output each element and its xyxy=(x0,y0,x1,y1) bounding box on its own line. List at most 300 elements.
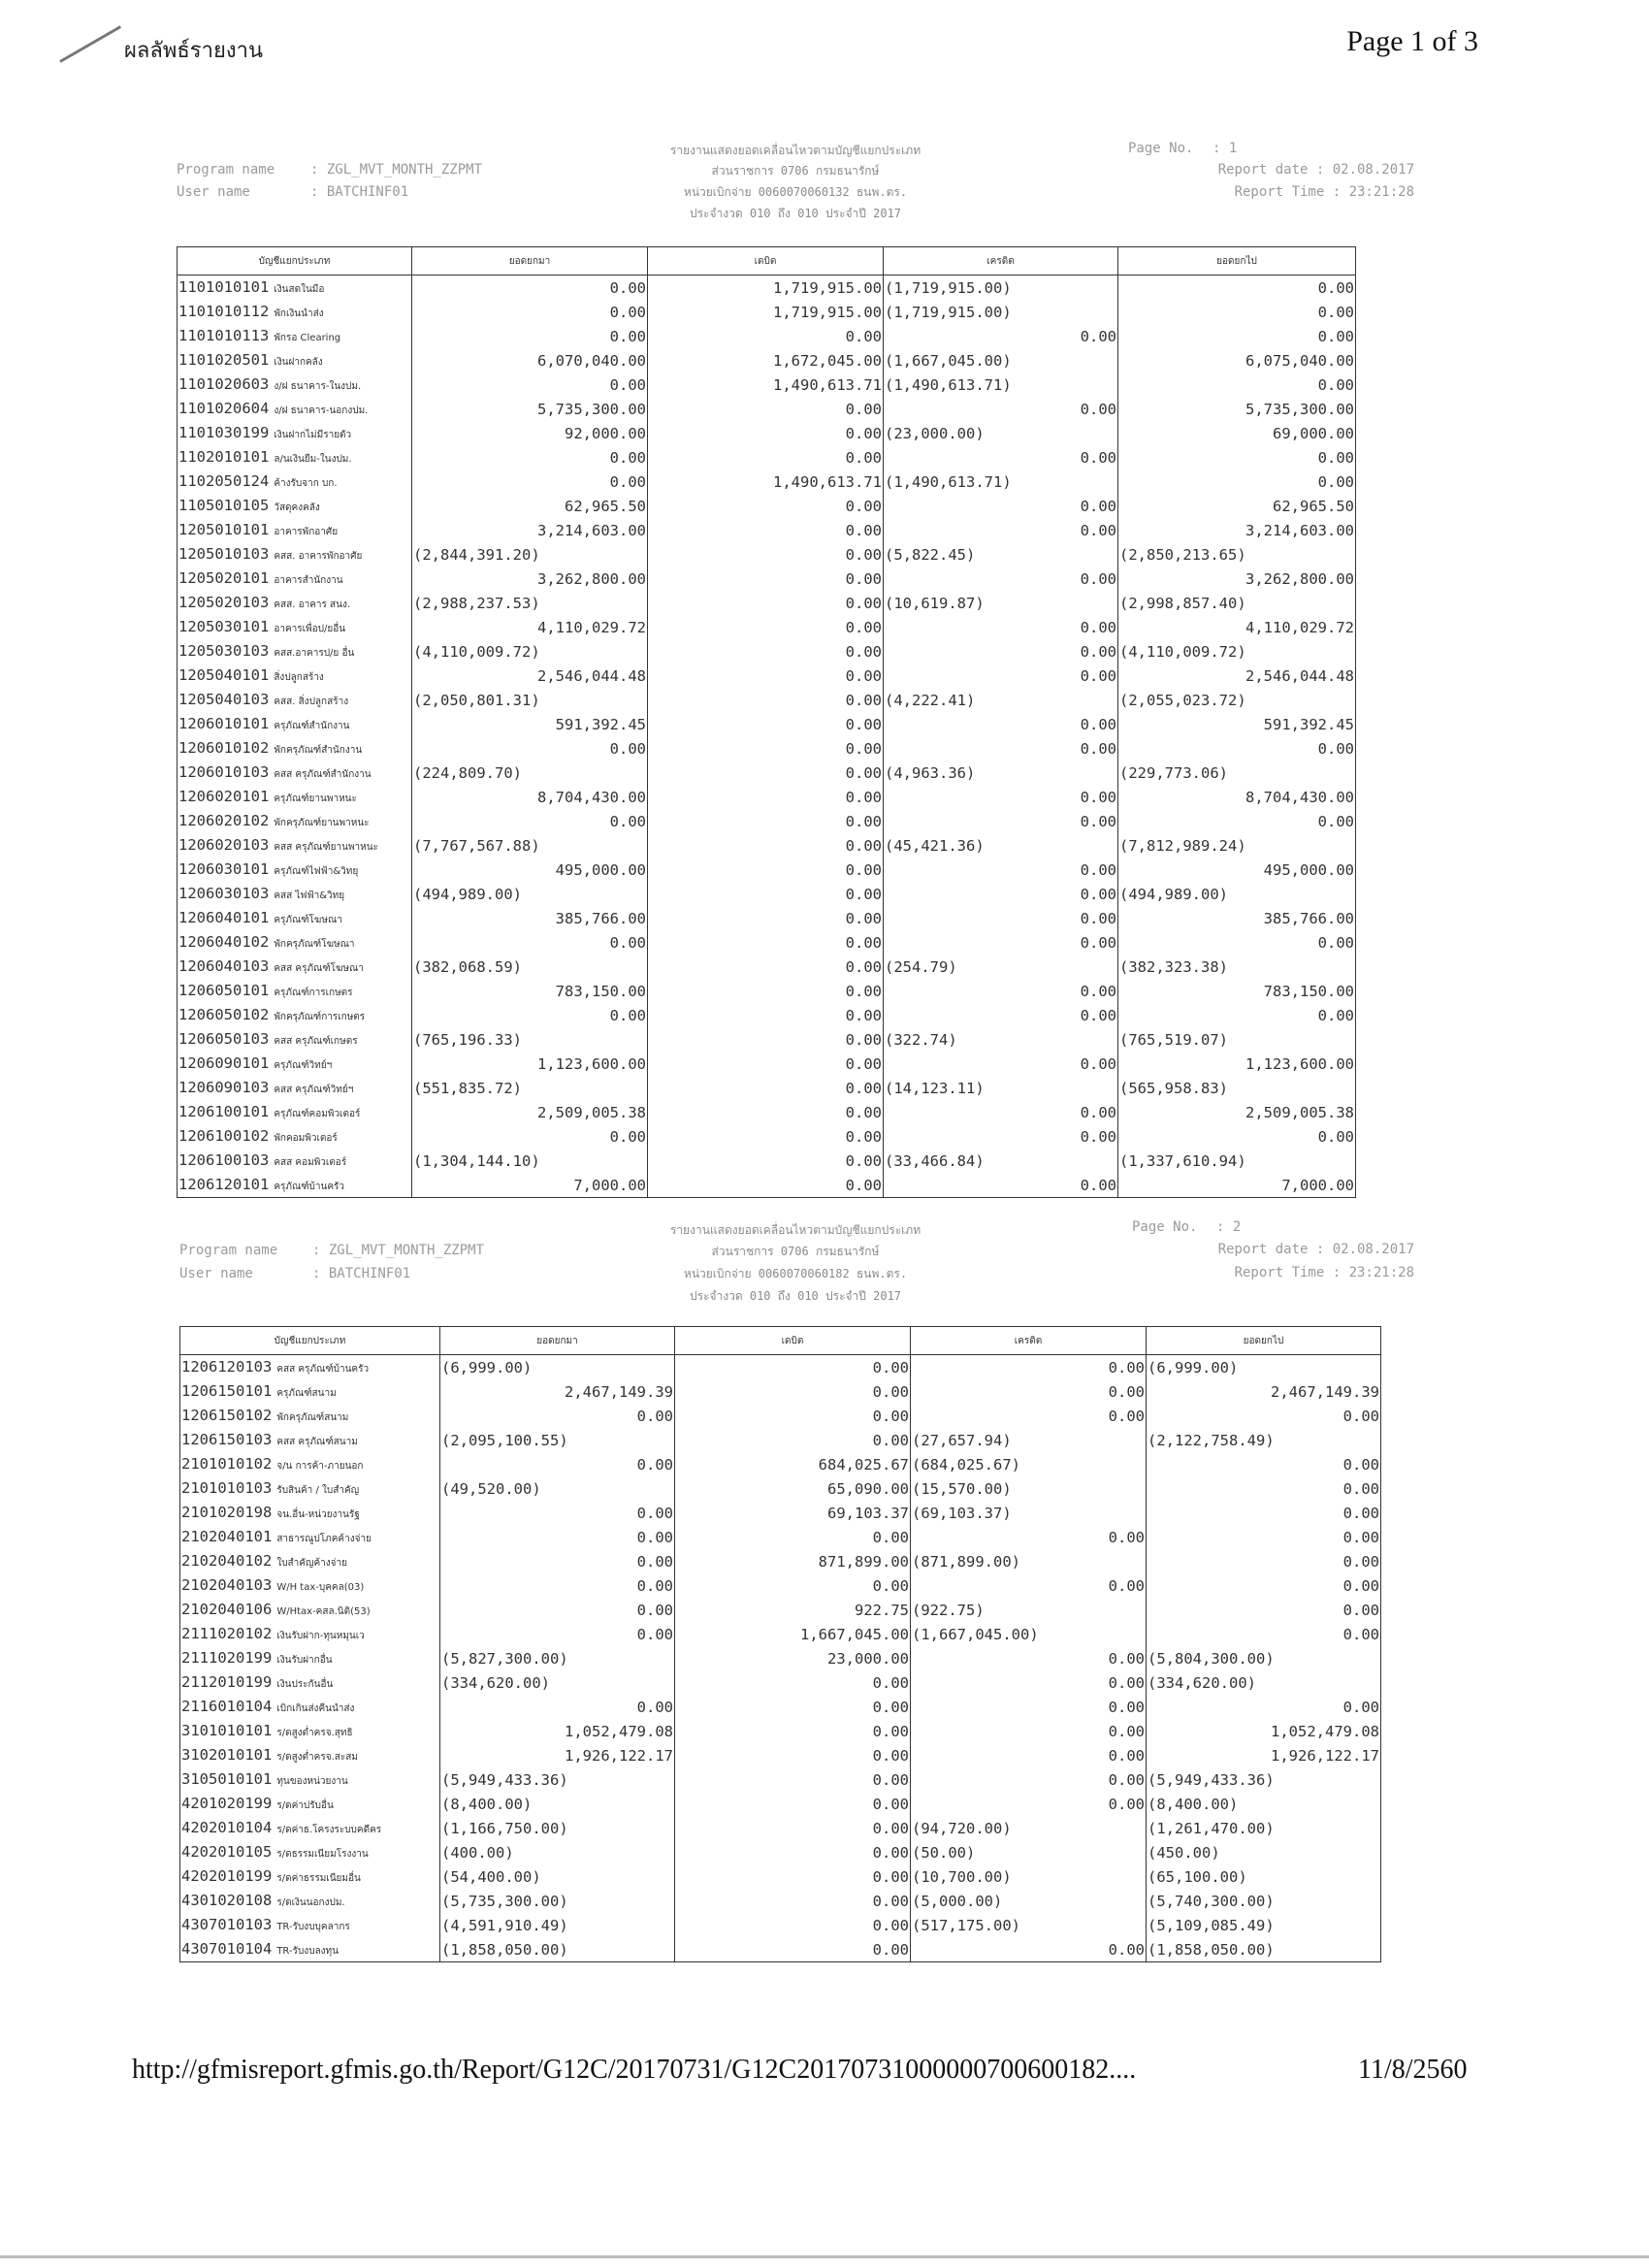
table-row xyxy=(180,1428,1381,1452)
debit-cell: 0.00 xyxy=(675,1889,911,1913)
account-cell xyxy=(180,1719,440,1743)
account-name: ครุภัณฑ์คอมพิวเตอร์ xyxy=(274,1109,361,1119)
account-code: 4301020108 xyxy=(181,1892,273,1909)
account-code: 2102040106 xyxy=(181,1601,273,1618)
account-name: ล/นเงินยืม-ในงปม. xyxy=(274,454,352,465)
account-cell xyxy=(180,1913,440,1937)
account-code: 4307010103 xyxy=(181,1916,273,1933)
brought-forward-cell: (334,620.00) xyxy=(440,1670,675,1695)
account-cell xyxy=(178,518,412,542)
account-cell xyxy=(180,1816,440,1840)
table-row xyxy=(178,858,1356,882)
debit-cell: 0.00 xyxy=(648,1052,884,1076)
brought-forward-cell: 0.00 xyxy=(412,1124,648,1149)
account-name: พักครุภัณฑ์สำนักงาน xyxy=(274,745,363,756)
brought-forward-cell: (8,400.00) xyxy=(440,1792,675,1816)
credit-cell: (23,000.00) xyxy=(884,421,1118,445)
carried-forward-cell: (2,122,758.49) xyxy=(1147,1428,1381,1452)
ledger-table-1 xyxy=(177,246,1356,1198)
debit-cell: 0.00 xyxy=(675,1767,911,1792)
brought-forward-cell: 0.00 xyxy=(412,809,648,833)
credit-cell: 0.00 xyxy=(911,1695,1147,1719)
table-row xyxy=(178,470,1356,494)
brought-forward-cell: 0.00 xyxy=(440,1549,675,1573)
debit-cell: 0.00 xyxy=(648,955,884,979)
credit-cell: 0.00 xyxy=(884,930,1118,955)
table-row xyxy=(178,761,1356,785)
account-name: ร/ดค่าธ.โครงระบบคดีคร xyxy=(276,1825,382,1835)
credit-cell: 0.00 xyxy=(884,615,1118,639)
carried-forward-cell: (65,100.00) xyxy=(1147,1864,1381,1889)
report-unit: หน่วยเบิกจ่าย 0060070060132 ธนพ.ตร. xyxy=(683,185,908,199)
carried-forward-cell: 0.00 xyxy=(1147,1452,1381,1476)
account-cell xyxy=(178,858,412,882)
credit-cell: 0.00 xyxy=(884,906,1118,930)
debit-cell: 0.00 xyxy=(648,639,884,664)
brought-forward-cell: 0.00 xyxy=(412,275,648,301)
account-code: 1105010105 xyxy=(178,497,270,514)
account-name: คสส. อาคาร สนง. xyxy=(274,599,351,610)
credit-cell: 0.00 xyxy=(911,1792,1147,1816)
carried-forward-cell: 1,926,122.17 xyxy=(1147,1743,1381,1767)
credit-cell: (15,570.00) xyxy=(911,1476,1147,1501)
table-row xyxy=(178,591,1356,615)
credit-cell: 0.00 xyxy=(911,1719,1147,1743)
carried-forward-cell: (2,055,023.72) xyxy=(1118,688,1356,712)
page-no-value: : 2 xyxy=(1216,1219,1242,1235)
debit-cell: 0.00 xyxy=(675,1525,911,1549)
carried-forward-cell: 69,000.00 xyxy=(1118,421,1356,445)
account-name: ร/ดค่าธรรมเนียมอื่น xyxy=(276,1873,361,1884)
debit-cell: 0.00 xyxy=(675,1428,911,1452)
table-row xyxy=(178,955,1356,979)
account-name: ครุภัณฑ์สำนักงาน xyxy=(274,721,350,731)
carried-forward-cell: 0.00 xyxy=(1118,445,1356,470)
account-name: คสส คอมพิวเตอร์ xyxy=(274,1157,347,1168)
account-name: TR-รับงบลงทุน xyxy=(276,1946,339,1957)
carried-forward-cell: 0.00 xyxy=(1118,736,1356,761)
account-name: คสส ครุภัณฑ์วิทย์ฯ xyxy=(274,1085,354,1095)
table-row xyxy=(178,1124,1356,1149)
account-cell xyxy=(178,979,412,1003)
credit-cell: (5,000.00) xyxy=(911,1889,1147,1913)
debit-cell: 0.00 xyxy=(648,712,884,736)
account-cell xyxy=(180,1622,440,1646)
credit-cell: (10,619.87) xyxy=(884,591,1118,615)
account-cell xyxy=(178,421,412,445)
account-code: 1206050103 xyxy=(178,1030,270,1048)
account-code: 1205020103 xyxy=(178,594,270,611)
debit-cell: 0.00 xyxy=(648,1100,884,1124)
footer-date: 11/8/2560 xyxy=(1358,2055,1468,2085)
credit-cell: (14,123.11) xyxy=(884,1076,1118,1100)
account-name: พักเงินนำส่ง xyxy=(274,308,324,319)
brought-forward-cell: 0.00 xyxy=(412,470,648,494)
table-row xyxy=(180,1670,1381,1695)
report-department: ส่วนราชการ 0706 กรมธนารักษ์ xyxy=(711,1245,880,1258)
carried-forward-cell: 62,965.50 xyxy=(1118,494,1356,518)
brought-forward-cell: (765,196.33) xyxy=(412,1027,648,1052)
account-name: พักครุภัณฑ์โฆษณา xyxy=(274,939,355,950)
carried-forward-cell: 0.00 xyxy=(1147,1549,1381,1573)
brought-forward-cell: (7,767,567.88) xyxy=(412,833,648,858)
carried-forward-cell: (450.00) xyxy=(1147,1840,1381,1864)
carried-forward-cell: 8,704,430.00 xyxy=(1118,785,1356,809)
brought-forward-cell: (6,999.00) xyxy=(440,1355,675,1380)
account-code: 2111020102 xyxy=(181,1625,273,1642)
account-name: ร/ดธรรมเนียมโรงงาน xyxy=(276,1849,369,1860)
table-row xyxy=(178,542,1356,567)
account-cell xyxy=(178,955,412,979)
brought-forward-cell: 8,704,430.00 xyxy=(412,785,648,809)
carried-forward-cell: 591,392.45 xyxy=(1118,712,1356,736)
brought-forward-cell: (224,809.70) xyxy=(412,761,648,785)
carried-forward-cell: 0.00 xyxy=(1147,1573,1381,1598)
account-code: 1206100103 xyxy=(178,1151,270,1169)
account-cell xyxy=(178,275,412,301)
carried-forward-cell: (5,109,085.49) xyxy=(1147,1913,1381,1937)
debit-cell: 0.00 xyxy=(648,397,884,421)
carried-forward-cell: (6,999.00) xyxy=(1147,1355,1381,1380)
debit-cell: 0.00 xyxy=(675,1573,911,1598)
credit-cell: 0.00 xyxy=(884,712,1118,736)
debit-cell: 0.00 xyxy=(648,930,884,955)
account-cell xyxy=(180,1598,440,1622)
table-row xyxy=(178,809,1356,833)
debit-cell: 0.00 xyxy=(648,833,884,858)
program-name-value: : ZGL_MVT_MONTH_ZZPMT xyxy=(310,162,483,178)
account-cell xyxy=(180,1525,440,1549)
brought-forward-cell: (4,591,910.49) xyxy=(440,1913,675,1937)
credit-cell: 0.00 xyxy=(884,445,1118,470)
account-cell xyxy=(178,591,412,615)
account-code: 2112010199 xyxy=(181,1673,273,1691)
debit-cell: 0.00 xyxy=(648,785,884,809)
account-cell xyxy=(178,1100,412,1124)
credit-cell: (69,103.37) xyxy=(911,1501,1147,1525)
brought-forward-cell: 2,467,149.39 xyxy=(440,1379,675,1404)
carried-forward-cell: 0.00 xyxy=(1118,1124,1356,1149)
account-cell xyxy=(180,1646,440,1670)
account-code: 2101010102 xyxy=(181,1455,273,1473)
carried-forward-cell: 2,509,005.38 xyxy=(1118,1100,1356,1124)
account-cell xyxy=(180,1840,440,1864)
debit-cell: 0.00 xyxy=(648,324,884,348)
debit-cell: 0.00 xyxy=(648,858,884,882)
carried-forward-cell: 0.00 xyxy=(1118,324,1356,348)
credit-cell: (1,490,613.71) xyxy=(884,470,1118,494)
account-cell xyxy=(178,1003,412,1027)
report-date: Report date : 02.08.2017 xyxy=(1217,1242,1414,1257)
debit-cell: 1,672,045.00 xyxy=(648,348,884,373)
brought-forward-cell: (1,304,144.10) xyxy=(412,1149,648,1173)
account-name: คสส ครุภัณฑ์โฆษณา xyxy=(274,963,364,974)
debit-cell: 0.00 xyxy=(675,1792,911,1816)
account-name: เงินฝากคลัง xyxy=(274,357,323,368)
account-cell xyxy=(178,300,412,324)
credit-cell: (1,667,045.00) xyxy=(884,348,1118,373)
account-code: 2102040103 xyxy=(181,1576,273,1594)
brought-forward-cell: 3,214,603.00 xyxy=(412,518,648,542)
col-header-debit: เดบิต xyxy=(675,1327,911,1355)
brought-forward-cell: (2,988,237.53) xyxy=(412,591,648,615)
account-cell xyxy=(180,1864,440,1889)
account-code: 1101020603 xyxy=(178,375,270,393)
account-name: คสส ครุภัณฑ์บ้านครัว xyxy=(276,1364,370,1375)
credit-cell: (10,700.00) xyxy=(911,1864,1147,1889)
brought-forward-cell: 4,110,029.72 xyxy=(412,615,648,639)
account-code: 1206020101 xyxy=(178,788,270,805)
table-row xyxy=(178,1100,1356,1124)
print-page-number: Page 1 of 3 xyxy=(1346,25,1478,57)
debit-cell: 922.75 xyxy=(675,1598,911,1622)
debit-cell: 1,719,915.00 xyxy=(648,300,884,324)
carried-forward-cell: (565,958.83) xyxy=(1118,1076,1356,1100)
debit-cell: 0.00 xyxy=(648,1003,884,1027)
page-no-value: : 1 xyxy=(1212,141,1238,156)
account-code: 3102010101 xyxy=(181,1746,273,1764)
carried-forward-cell: 4,110,029.72 xyxy=(1118,615,1356,639)
credit-cell: (1,719,915.00) xyxy=(884,275,1118,301)
table-row xyxy=(180,1646,1381,1670)
carried-forward-cell: 3,262,800.00 xyxy=(1118,567,1356,591)
debit-cell: 0.00 xyxy=(648,979,884,1003)
debit-cell: 69,103.37 xyxy=(675,1501,911,1525)
account-name: ร/ดสูงต่ำครจ.สุทธิ xyxy=(276,1728,353,1738)
account-code: 3105010101 xyxy=(181,1770,273,1788)
table-row xyxy=(178,906,1356,930)
credit-cell: (50.00) xyxy=(911,1840,1147,1864)
brought-forward-cell: 0.00 xyxy=(412,324,648,348)
brought-forward-cell: 0.00 xyxy=(412,1003,648,1027)
user-name-label: User name xyxy=(177,184,250,200)
account-code: 1206010101 xyxy=(178,715,270,732)
debit-cell: 0.00 xyxy=(648,567,884,591)
account-name: อาคารพักอาศัย xyxy=(274,527,339,537)
account-cell xyxy=(178,736,412,761)
report-time: Report Time : 23:21:28 xyxy=(1234,1265,1414,1280)
account-name: คสส.อาคารป/ย อื่น xyxy=(274,648,355,659)
credit-cell: (1,490,613.71) xyxy=(884,373,1118,397)
account-name: ครุภัณฑ์ไฟฟ้า&วิทยุ xyxy=(274,866,359,877)
debit-cell: 0.00 xyxy=(648,1076,884,1100)
account-code: 1206030103 xyxy=(178,885,270,902)
table-row xyxy=(178,518,1356,542)
col-header-account: บัญชีแยกประเภท xyxy=(180,1327,440,1355)
brought-forward-cell: (5,949,433.36) xyxy=(440,1767,675,1792)
credit-cell: (871,899.00) xyxy=(911,1549,1147,1573)
account-cell xyxy=(178,542,412,567)
account-cell xyxy=(178,1149,412,1173)
account-code: 4202010104 xyxy=(181,1819,273,1836)
account-cell xyxy=(178,1027,412,1052)
credit-cell: 0.00 xyxy=(911,1573,1147,1598)
account-cell xyxy=(180,1695,440,1719)
account-name: คสส ครุภัณฑ์เกษตร xyxy=(274,1036,358,1047)
brought-forward-cell: 0.00 xyxy=(412,373,648,397)
account-cell xyxy=(180,1889,440,1913)
brought-forward-cell: 0.00 xyxy=(412,300,648,324)
page-no-label: Page No. xyxy=(1128,141,1194,156)
carried-forward-cell: 7,000.00 xyxy=(1118,1173,1356,1198)
credit-cell: 0.00 xyxy=(884,397,1118,421)
account-name: ครุภัณฑ์การเกษตร xyxy=(274,988,353,998)
carried-forward-cell: 0.00 xyxy=(1118,275,1356,301)
account-code: 1101020604 xyxy=(178,400,270,417)
brought-forward-cell: (382,068.59) xyxy=(412,955,648,979)
debit-cell: 0.00 xyxy=(675,1816,911,1840)
credit-cell: (922.75) xyxy=(911,1598,1147,1622)
debit-cell: 0.00 xyxy=(648,906,884,930)
debit-cell: 0.00 xyxy=(675,1864,911,1889)
carried-forward-cell: (334,620.00) xyxy=(1147,1670,1381,1695)
ledger-table-2 xyxy=(179,1326,1381,1962)
debit-cell: 0.00 xyxy=(675,1404,911,1428)
account-code: 1206100102 xyxy=(178,1127,270,1145)
debit-cell: 0.00 xyxy=(648,736,884,761)
carried-forward-cell: (7,812,989.24) xyxy=(1118,833,1356,858)
carried-forward-cell: 0.00 xyxy=(1147,1622,1381,1646)
report-date: Report date : 02.08.2017 xyxy=(1217,162,1414,178)
credit-cell: 0.00 xyxy=(884,494,1118,518)
account-name: ครุภัณฑ์บ้านครัว xyxy=(274,1182,345,1192)
credit-cell: 0.00 xyxy=(911,1743,1147,1767)
account-code: 1206040102 xyxy=(178,933,270,951)
carried-forward-cell: (5,804,300.00) xyxy=(1147,1646,1381,1670)
account-code: 2101010103 xyxy=(181,1479,273,1497)
account-name: เบิกเกินส่งคืนนำส่ง xyxy=(276,1703,355,1714)
credit-cell: (4,222.41) xyxy=(884,688,1118,712)
table-row xyxy=(180,1864,1381,1889)
credit-cell: 0.00 xyxy=(911,1525,1147,1549)
table-row xyxy=(180,1719,1381,1743)
brought-forward-cell: 1,926,122.17 xyxy=(440,1743,675,1767)
report-title: รายงานแสดงยอดเคลื่อนไหวตามบัญชีแยกประเภท xyxy=(669,1223,922,1237)
table-row xyxy=(178,348,1356,373)
account-name: พักครุภัณฑ์ยานพาหนะ xyxy=(274,818,370,828)
account-code: 1206040101 xyxy=(178,909,270,926)
report-unit: หน่วยเบิกจ่าย 0060070060182 ธนพ.ตร. xyxy=(683,1267,908,1280)
account-cell xyxy=(178,882,412,906)
account-code: 1206020103 xyxy=(178,836,270,854)
brought-forward-cell: 495,000.00 xyxy=(412,858,648,882)
account-name: สาธารณูปโภคค้างจ่าย xyxy=(276,1534,372,1544)
credit-cell: 0.00 xyxy=(884,736,1118,761)
table-row xyxy=(178,445,1356,470)
debit-cell: 0.00 xyxy=(648,445,884,470)
debit-cell: 0.00 xyxy=(675,1719,911,1743)
brought-forward-cell: 0.00 xyxy=(440,1695,675,1719)
table-row xyxy=(180,1622,1381,1646)
account-code: 1206120103 xyxy=(181,1358,273,1376)
credit-cell: (684,025.67) xyxy=(911,1452,1147,1476)
account-code: 1206090101 xyxy=(178,1054,270,1072)
account-code: 1102010101 xyxy=(178,448,270,466)
table-row xyxy=(180,1743,1381,1767)
credit-cell: 0.00 xyxy=(884,1052,1118,1076)
account-name: จ/น การค้า-ภายนอก xyxy=(276,1461,364,1472)
carried-forward-cell: 385,766.00 xyxy=(1118,906,1356,930)
col-header-credit: เครดิต xyxy=(911,1327,1147,1355)
col-header-brought-forward: ยอดยกมา xyxy=(440,1327,675,1355)
table-row xyxy=(178,930,1356,955)
credit-cell: 0.00 xyxy=(911,1379,1147,1404)
table-row xyxy=(178,712,1356,736)
brought-forward-cell: 0.00 xyxy=(440,1525,675,1549)
report-department: ส่วนราชการ 0706 กรมธนารักษ์ xyxy=(711,164,880,178)
account-code: 2116010104 xyxy=(181,1698,273,1715)
account-name: ใบสำคัญค้างจ่าย xyxy=(276,1558,348,1569)
debit-cell: 0.00 xyxy=(675,1379,911,1404)
account-code: 1101010112 xyxy=(178,303,270,320)
account-cell xyxy=(180,1549,440,1573)
table-row xyxy=(178,1173,1356,1198)
credit-cell: 0.00 xyxy=(884,518,1118,542)
carried-forward-cell: 0.00 xyxy=(1147,1598,1381,1622)
table-row xyxy=(180,1573,1381,1598)
brought-forward-cell: 1,052,479.08 xyxy=(440,1719,675,1743)
account-code: 1205040103 xyxy=(178,691,270,708)
account-name: ร/ดสูงต่ำครจ.สะสม xyxy=(276,1752,358,1763)
carried-forward-cell: 1,052,479.08 xyxy=(1147,1719,1381,1743)
table-row xyxy=(178,688,1356,712)
brought-forward-cell: (1,166,750.00) xyxy=(440,1816,675,1840)
carried-forward-cell: 783,150.00 xyxy=(1118,979,1356,1003)
carried-forward-cell: 0.00 xyxy=(1147,1695,1381,1719)
account-code: 1206020102 xyxy=(178,812,270,829)
credit-cell: 0.00 xyxy=(884,979,1118,1003)
brought-forward-cell: 0.00 xyxy=(440,1404,675,1428)
account-code: 1206150101 xyxy=(181,1382,273,1400)
carried-forward-cell: 0.00 xyxy=(1118,809,1356,833)
account-cell xyxy=(178,688,412,712)
table-row xyxy=(180,1476,1381,1501)
brought-forward-cell: 0.00 xyxy=(412,736,648,761)
credit-cell: 0.00 xyxy=(911,1767,1147,1792)
debit-cell: 1,490,613.71 xyxy=(648,373,884,397)
account-cell xyxy=(178,1052,412,1076)
credit-cell: (4,963.36) xyxy=(884,761,1118,785)
account-cell xyxy=(180,1476,440,1501)
table-row xyxy=(180,1355,1381,1380)
brought-forward-cell: 0.00 xyxy=(412,445,648,470)
carried-forward-cell: (494,989.00) xyxy=(1118,882,1356,906)
account-code: 4202010199 xyxy=(181,1867,273,1885)
account-cell xyxy=(178,1124,412,1149)
debit-cell: 0.00 xyxy=(648,1149,884,1173)
account-cell xyxy=(178,1076,412,1100)
brought-forward-cell: (2,095,100.55) xyxy=(440,1428,675,1452)
account-code: 1205030101 xyxy=(178,618,270,635)
account-code: 1206150102 xyxy=(181,1407,273,1424)
table-row xyxy=(178,736,1356,761)
credit-cell: (33,466.84) xyxy=(884,1149,1118,1173)
account-cell xyxy=(178,348,412,373)
table-row xyxy=(180,1404,1381,1428)
table-row xyxy=(178,882,1356,906)
credit-cell: (5,822.45) xyxy=(884,542,1118,567)
account-name: ครุภัณฑ์ยานพาหนะ xyxy=(274,794,357,804)
credit-cell: 0.00 xyxy=(911,1355,1147,1380)
brought-forward-cell: 591,392.45 xyxy=(412,712,648,736)
account-cell xyxy=(178,833,412,858)
account-cell xyxy=(180,1937,440,1962)
credit-cell: (322.74) xyxy=(884,1027,1118,1052)
credit-cell: 0.00 xyxy=(884,1173,1118,1198)
debit-cell: 0.00 xyxy=(648,615,884,639)
debit-cell: 0.00 xyxy=(648,591,884,615)
table-row xyxy=(178,785,1356,809)
